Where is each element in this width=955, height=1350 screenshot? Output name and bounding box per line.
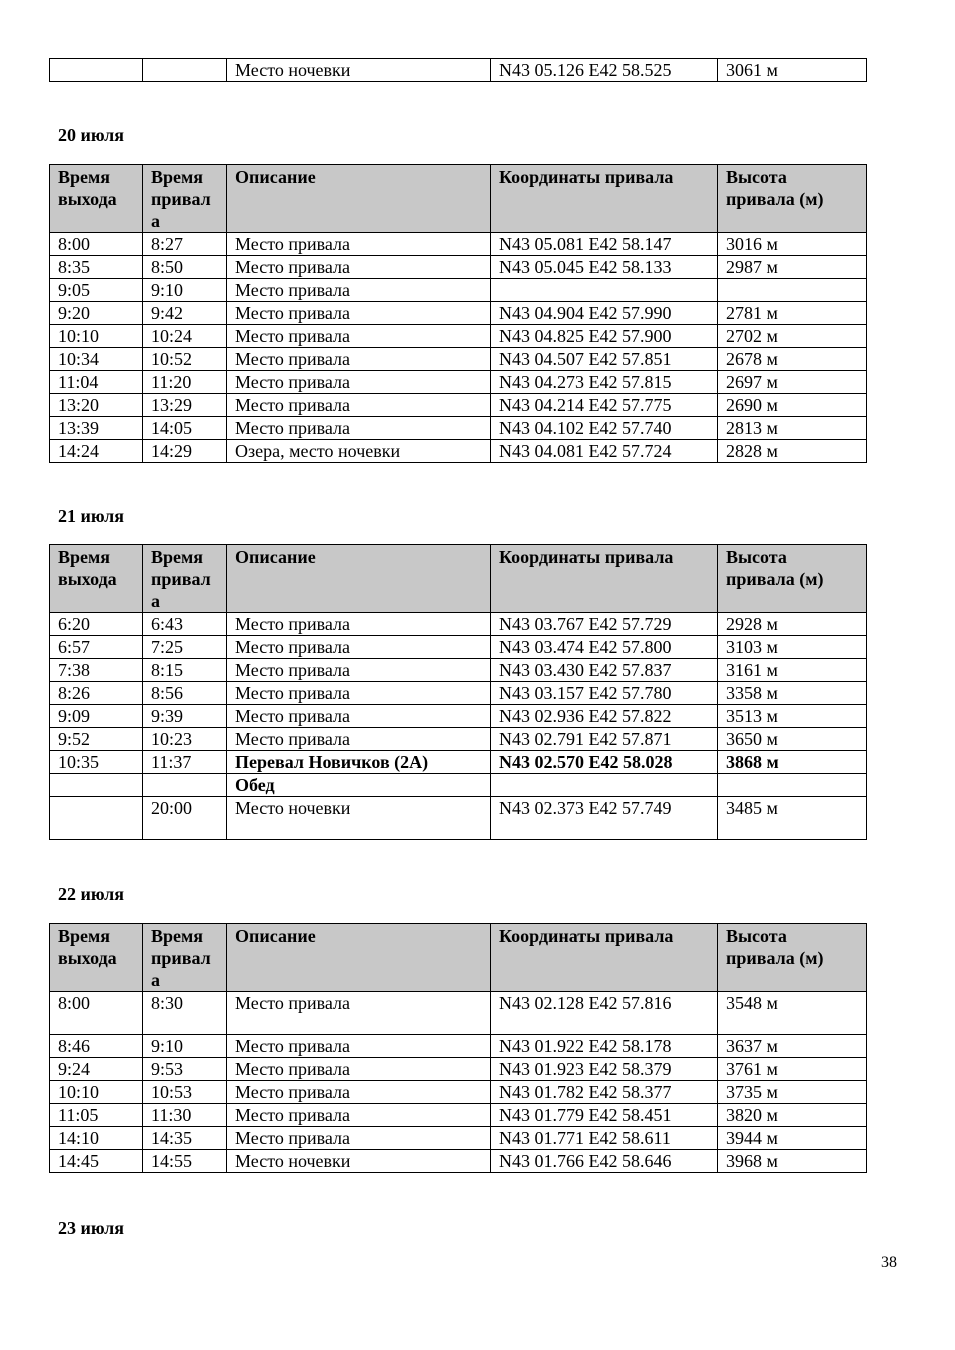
header-coords: Координаты привала: [491, 165, 718, 233]
table-row: [50, 348, 867, 371]
cell-description: Место привала: [227, 348, 491, 371]
cell-description: Место привала: [227, 682, 491, 705]
day-title: 20 июля: [58, 125, 125, 145]
day-table: [49, 164, 867, 463]
table-header-row: [50, 165, 867, 233]
cell-altitude: 3735 м: [718, 1081, 867, 1104]
cell-rest: 9:53: [143, 1058, 227, 1081]
table-row: [50, 394, 867, 417]
cell-description: Место привала: [227, 233, 491, 256]
cell-departure: 10:35: [50, 751, 143, 774]
cell-departure: 8:00: [50, 992, 143, 1035]
cell-altitude: 2690 м: [718, 394, 867, 417]
cell-departure: 14:10: [50, 1127, 143, 1150]
cell-rest: 14:35: [143, 1127, 227, 1150]
table-row: [50, 1058, 867, 1081]
day-title: 23 июля: [58, 1218, 125, 1238]
cell-description: Место привала: [227, 636, 491, 659]
cell-coords: N43 02.936 E42 57.822: [491, 705, 718, 728]
cell-altitude: 3650 м: [718, 728, 867, 751]
cell-description: Место привала: [227, 417, 491, 440]
cell-coords: N43 04.904 E42 57.990: [491, 302, 718, 325]
cell-altitude: 3358 м: [718, 682, 867, 705]
cell-departure: 10:10: [50, 1081, 143, 1104]
cell-rest: 8:50: [143, 256, 227, 279]
table-header-row: [50, 924, 867, 992]
cell-altitude: 3944 м: [718, 1127, 867, 1150]
table-row: [50, 682, 867, 705]
cell-departure: [50, 797, 143, 840]
cell-rest: 11:37: [143, 751, 227, 774]
cell: [143, 59, 227, 82]
cell-rest: 8:56: [143, 682, 227, 705]
cell-rest: 9:10: [143, 279, 227, 302]
header-departure: Время выхода: [50, 165, 143, 233]
cell-coords: N43 04.273 E42 57.815: [491, 371, 718, 394]
cell-altitude: 2828 м: [718, 440, 867, 463]
cell-altitude: 3161 м: [718, 659, 867, 682]
table-row: [50, 325, 867, 348]
table-row: [50, 233, 867, 256]
cell-description: Место привала: [227, 659, 491, 682]
table-row: [50, 751, 867, 774]
cell-coords: N43 05.081 E42 58.147: [491, 233, 718, 256]
table-row: [50, 279, 867, 302]
cell-departure: 9:52: [50, 728, 143, 751]
cell-rest: 13:29: [143, 394, 227, 417]
cell-altitude: 3548 м: [718, 992, 867, 1035]
cell-rest: 6:43: [143, 613, 227, 636]
header-departure: Время выхода: [50, 924, 143, 992]
cell-coords: N43 04.507 E42 57.851: [491, 348, 718, 371]
table-row: [50, 992, 867, 1035]
cell-altitude: 2702 м: [718, 325, 867, 348]
cell-rest: 10:52: [143, 348, 227, 371]
cell-rest: 9:10: [143, 1035, 227, 1058]
cell-description: Место привала: [227, 1104, 491, 1127]
cell-rest: 11:30: [143, 1104, 227, 1127]
table-row: [50, 705, 867, 728]
table-row: [50, 1127, 867, 1150]
cell-rest: 9:39: [143, 705, 227, 728]
cell-description: Место привала: [227, 371, 491, 394]
table-row: [50, 417, 867, 440]
cell-description: Место ночевки: [227, 1150, 491, 1173]
table-row: [50, 797, 867, 840]
cell-altitude: [718, 774, 867, 797]
cell-altitude: 2678 м: [718, 348, 867, 371]
cell-coords: [491, 774, 718, 797]
cell-coords: N43 01.771 E42 58.611: [491, 1127, 718, 1150]
cell-description: Место привала: [227, 1058, 491, 1081]
cell-altitude: 2813 м: [718, 417, 867, 440]
cell-departure: 11:05: [50, 1104, 143, 1127]
cell-departure: 9:05: [50, 279, 143, 302]
cell: N43 05.126 E42 58.525: [491, 59, 718, 82]
cell-description: Озера, место ночевки: [227, 440, 491, 463]
cell-description: Обед: [227, 774, 491, 797]
cell-departure: 14:45: [50, 1150, 143, 1173]
cell-departure: 10:34: [50, 348, 143, 371]
cell-coords: N43 01.922 E42 58.178: [491, 1035, 718, 1058]
cell: Место ночевки: [227, 59, 491, 82]
cell-departure: 13:20: [50, 394, 143, 417]
cell-rest: 14:29: [143, 440, 227, 463]
cell-departure: 8:35: [50, 256, 143, 279]
header-altitude: Высота привала (м): [718, 924, 867, 992]
cell-rest: 8:30: [143, 992, 227, 1035]
cell-rest: [143, 774, 227, 797]
cell-departure: 10:10: [50, 325, 143, 348]
cell-coords: N43 03.157 E42 57.780: [491, 682, 718, 705]
cell-altitude: 2781 м: [718, 302, 867, 325]
cell-departure: 8:00: [50, 233, 143, 256]
table-row: [50, 1081, 867, 1104]
header-altitude: Высота привала (м): [718, 165, 867, 233]
cell-description: Место привала: [227, 302, 491, 325]
table-row: [50, 256, 867, 279]
cell-altitude: 2987 м: [718, 256, 867, 279]
table-row: [50, 1035, 867, 1058]
cell-coords: N43 02.128 E42 57.816: [491, 992, 718, 1035]
header-departure: Время выхода: [50, 545, 143, 613]
cell-coords: N43 04.214 E42 57.775: [491, 394, 718, 417]
cell-coords: N43 04.081 E42 57.724: [491, 440, 718, 463]
table-row: [50, 302, 867, 325]
cell-departure: [50, 774, 143, 797]
day-table: [49, 544, 867, 840]
cell-altitude: 3016 м: [718, 233, 867, 256]
cell-rest: 8:27: [143, 233, 227, 256]
table-row: [50, 774, 867, 797]
cell-description: Место привала: [227, 1081, 491, 1104]
cell-departure: 8:26: [50, 682, 143, 705]
cell-rest: 14:05: [143, 417, 227, 440]
header-description: Описание: [227, 924, 491, 992]
cell-departure: 9:20: [50, 302, 143, 325]
cell-coords: N43 01.923 E42 58.379: [491, 1058, 718, 1081]
cell-rest: 10:53: [143, 1081, 227, 1104]
cell-altitude: 2928 м: [718, 613, 867, 636]
cell-description: Место привала: [227, 1127, 491, 1150]
cell-altitude: 3485 м: [718, 797, 867, 840]
cell-departure: 8:46: [50, 1035, 143, 1058]
cell-description: Место привала: [227, 705, 491, 728]
cell-rest: 11:20: [143, 371, 227, 394]
header-rest: Время привал а: [143, 924, 227, 992]
cell-altitude: 3513 м: [718, 705, 867, 728]
cell-description: Место привала: [227, 256, 491, 279]
table-row: [50, 59, 867, 82]
cell-description: Место ночевки: [227, 797, 491, 840]
cell-coords: N43 01.782 E42 58.377: [491, 1081, 718, 1104]
page-number: 38: [881, 1254, 897, 1271]
day-table: [49, 923, 867, 1173]
cell-description: Место привала: [227, 992, 491, 1035]
table-row: [50, 371, 867, 394]
cell-coords: N43 01.766 E42 58.646: [491, 1150, 718, 1173]
table-row: [50, 728, 867, 751]
cell-description: Место привала: [227, 394, 491, 417]
header-coords: Координаты привала: [491, 924, 718, 992]
header-description: Описание: [227, 165, 491, 233]
header-description: Описание: [227, 545, 491, 613]
cell-coords: N43 03.474 E42 57.800: [491, 636, 718, 659]
cell-description: Перевал Новичков (2А): [227, 751, 491, 774]
header-altitude: Высота привала (м): [718, 545, 867, 613]
cell-altitude: 3637 м: [718, 1035, 867, 1058]
cell-coords: N43 02.791 E42 57.871: [491, 728, 718, 751]
cell-description: Место привала: [227, 728, 491, 751]
cell-rest: 14:55: [143, 1150, 227, 1173]
table-row: [50, 1150, 867, 1173]
cell: [50, 59, 143, 82]
cell-rest: 10:23: [143, 728, 227, 751]
header-rest: Время привал а: [143, 165, 227, 233]
cell-rest: 10:24: [143, 325, 227, 348]
cell-altitude: 3820 м: [718, 1104, 867, 1127]
cell-departure: 6:20: [50, 613, 143, 636]
cell-departure: 9:09: [50, 705, 143, 728]
cell-coords: N43 02.570 E42 58.028: [491, 751, 718, 774]
header-rest: Время привал а: [143, 545, 227, 613]
cell-coords: N43 05.045 E42 58.133: [491, 256, 718, 279]
top-table: [49, 58, 867, 82]
header-coords: Координаты привала: [491, 545, 718, 613]
cell: 3061 м: [718, 59, 867, 82]
day-title: 21 июля: [58, 506, 125, 526]
cell-coords: [491, 279, 718, 302]
cell-altitude: 2697 м: [718, 371, 867, 394]
cell-rest: 20:00: [143, 797, 227, 840]
cell-rest: 7:25: [143, 636, 227, 659]
cell-coords: N43 02.373 E42 57.749: [491, 797, 718, 840]
cell-description: Место привала: [227, 613, 491, 636]
cell-departure: 14:24: [50, 440, 143, 463]
cell-departure: 11:04: [50, 371, 143, 394]
cell-rest: 8:15: [143, 659, 227, 682]
cell-departure: 6:57: [50, 636, 143, 659]
day-title: 22 июля: [58, 884, 125, 904]
cell-altitude: 3968 м: [718, 1150, 867, 1173]
cell-altitude: 3868 м: [718, 751, 867, 774]
cell-departure: 7:38: [50, 659, 143, 682]
cell-coords: N43 04.825 E42 57.900: [491, 325, 718, 348]
table-row: [50, 1104, 867, 1127]
table-row: [50, 440, 867, 463]
table-row: [50, 636, 867, 659]
cell-coords: N43 01.779 E42 58.451: [491, 1104, 718, 1127]
cell-description: Место привала: [227, 1035, 491, 1058]
table-header-row: [50, 545, 867, 613]
cell-departure: 9:24: [50, 1058, 143, 1081]
cell-description: Место привала: [227, 325, 491, 348]
cell-altitude: 3103 м: [718, 636, 867, 659]
cell-coords: N43 03.430 E42 57.837: [491, 659, 718, 682]
cell-altitude: 3761 м: [718, 1058, 867, 1081]
cell-coords: N43 03.767 E42 57.729: [491, 613, 718, 636]
cell-coords: N43 04.102 E42 57.740: [491, 417, 718, 440]
cell-rest: 9:42: [143, 302, 227, 325]
cell-departure: 13:39: [50, 417, 143, 440]
table-row: [50, 613, 867, 636]
cell-description: Место привала: [227, 279, 491, 302]
table-row: [50, 659, 867, 682]
cell-altitude: [718, 279, 867, 302]
